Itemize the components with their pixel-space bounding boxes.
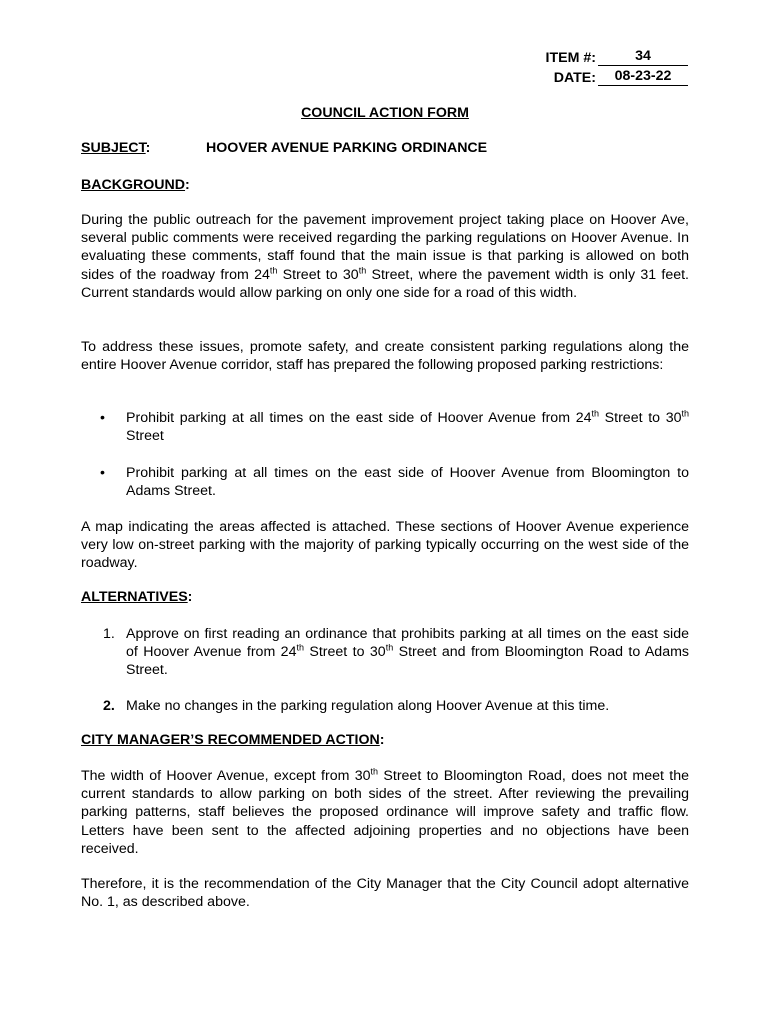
background-heading	[81, 177, 190, 193]
subject-text: HOOVER AVENUE PARKING ORDINANCE	[206, 140, 488, 156]
subject-label-text: SUBJECT	[81, 140, 146, 156]
a1-part-a: Approve on first reading an ordinance that prohibits parking at all times on the east side of Hoover Avenue from 24	[126, 626, 689, 661]
date-value: 08-23-22	[598, 68, 688, 86]
recommendation-paragraph-2: Therefore, it is the recommendation of the City Manager that the City Council adopt alternative No. 1, as described above.	[81, 876, 689, 911]
alternative-text-1	[126, 625, 689, 680]
date-label: DATE:	[553, 70, 596, 86]
bullet-text-2: Prohibit parking at all times on the east side of Hoover Avenue from Bloomington to Adams Street.	[126, 465, 689, 500]
alternative-number-2: 2.	[103, 698, 115, 714]
bullet-text-1	[126, 409, 689, 445]
background-paragraph-1	[81, 211, 689, 302]
item-row	[520, 46, 690, 66]
bullet-symbol: •	[100, 465, 105, 481]
bullet-item-2	[81, 464, 689, 500]
item-date-block	[520, 46, 690, 86]
b1-part-a: Prohibit parking at all times on the east side of Hoover Avenue from 24	[126, 410, 592, 426]
alternatives-heading-text: ALTERNATIVES	[81, 589, 188, 605]
bg-p1-part-a: During the public outreach for the pavement improvement project taking place on Hoover Ave, several public comments were received regarding the parking regulations on Hoover Avenue. In evaluating these comments, staff found that the main issue is that parking is allowed on both sides of the roadway from 24	[81, 212, 689, 283]
rec-p1-part-b: Street to Bloomington Road, does not meet the current standards to allow parking on both sides of the street. After reviewing the prevailing parking patterns, staff believes the proposed ordinance will improve safety and traffic flow. Letters have been sent to the affected adjoining properties and no objections have been received.	[81, 768, 689, 857]
bullet-symbol: •	[100, 410, 105, 426]
recommended-action-colon: :	[379, 732, 385, 748]
sup-th: th	[591, 408, 599, 419]
bullet-item-1	[81, 409, 689, 445]
recommended-action-heading	[81, 732, 384, 748]
sup-th: th	[681, 408, 690, 419]
subject-label	[81, 140, 150, 156]
alternative-item-1	[81, 625, 689, 680]
item-number: 34	[598, 48, 688, 66]
b1-part-b: Street to 30	[599, 410, 682, 426]
sup-th: th	[269, 264, 278, 275]
background-heading-text: BACKGROUND	[81, 177, 186, 193]
sup-th: th	[358, 264, 367, 275]
rec-p1-part-a: The width of Hoover Avenue, except from 30	[81, 768, 371, 784]
background-paragraph-3: A map indicating the areas affected is attached. These sections of Hoover Avenue experience very low on-street parking with the majority of parking typically occurring on the west side of the roadway.	[81, 519, 689, 572]
recommended-action-heading-text: CITY MANAGER’S RECOMMENDED ACTION	[81, 732, 380, 748]
alternative-text-2: Make no changes in the parking regulation along Hoover Avenue at this time.	[126, 698, 610, 714]
alternatives-colon: :	[187, 589, 193, 605]
form-title: COUNCIL ACTION FORM	[301, 105, 469, 121]
sup-th: th	[370, 766, 379, 777]
date-row	[520, 66, 690, 86]
bg-p1-part-c: Street, where the pavement width is only 31 feet. Current standards would allow parking on only one side for a road of this width.	[81, 266, 689, 301]
recommendation-paragraph-1	[81, 767, 689, 858]
alternative-number-1: 1.	[103, 626, 115, 642]
background-paragraph-2: To address these issues, promote safety, and create consistent parking regulations along the entire Hoover Avenue corridor, staff has prepared the following proposed parking restrictions:	[81, 339, 689, 374]
subject-colon: :	[145, 140, 151, 156]
sup-th: th	[296, 642, 304, 653]
sup-th: th	[385, 642, 394, 653]
a1-part-c: Street and from Bloomington Road to Adams Street.	[126, 644, 690, 679]
alternative-item-2	[81, 697, 689, 715]
background-colon: :	[185, 177, 190, 193]
b1-part-c: Street	[126, 428, 164, 445]
alternatives-heading	[81, 589, 192, 605]
item-label: ITEM #:	[545, 50, 596, 66]
bg-p1-part-b: Street to 30	[277, 266, 359, 283]
a1-part-b: Street to 30	[303, 644, 386, 661]
